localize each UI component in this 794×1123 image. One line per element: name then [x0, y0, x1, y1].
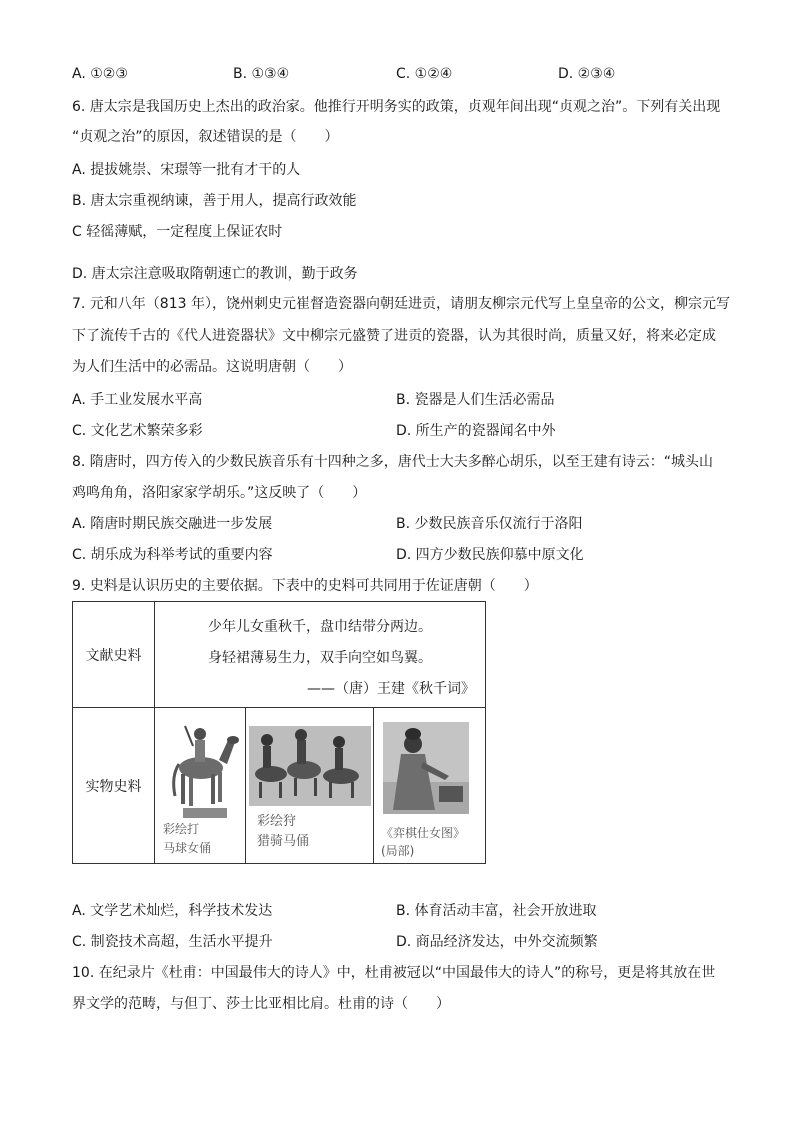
q6-option-a: A. 提拔姚崇、宋璟等一批有才干的人 — [72, 162, 301, 178]
artifact-images — [155, 708, 486, 864]
q9-option-a: A. 文学艺术灿烂，科学技术发达 — [72, 903, 273, 919]
q6-stem-line2: “贞观之治”的原因，叙述错误的是（ ） — [72, 129, 339, 145]
q8-option-a: A. 隋唐时期民族交融进一步发展 — [72, 516, 273, 532]
hunting-riders-figurine-image — [247, 708, 374, 863]
q7-stem-line1: 7. 元和八年（813 年），饶州刺史元崔督造瓷器向朝廷进贡，请朋友柳宗元代写上皇皇帝的公文，柳宗元写 — [72, 296, 730, 312]
q9-option-c: C. 制瓷技术高超，生活水平提升 — [72, 934, 273, 950]
q9-option-d: D. 商品经济发达，中外交流频繁 — [396, 934, 598, 950]
painting-lady-icon — [383, 722, 469, 814]
chess-ladies-painting-image — [375, 708, 485, 863]
artifact-caption-3b: (局部) — [381, 844, 415, 858]
q7-option-d: D. 所生产的瓷器闻名中外 — [396, 423, 556, 439]
artifact-caption-1a: 彩绘打 — [163, 822, 200, 836]
q8-stem-line2: 鸡鸣角角，洛阳家家学胡乐。”这反映了（ ） — [72, 485, 367, 501]
polo-rider-figurine-image — [155, 708, 246, 863]
poem-attribution: ——（唐）王建《秋千词》 — [307, 681, 475, 697]
q9-stem: 9. 史料是认识历史的主要依据。下表中的史料可共同用于佐证唐朝（ ） — [72, 578, 538, 594]
q6-option-d: D. 唐太宗注意吸取隋朝速亡的教训，勤于政务 — [72, 266, 358, 282]
artifact-caption-2b: 猎骑马俑 — [257, 834, 310, 849]
q5-option-c: C. ①②④ — [396, 66, 453, 82]
q10-stem-line1: 10. 在纪录片《杜甫：中国最伟大的诗人》中，杜甫被冠以“中国最伟大的诗人”的称号，更是将其放在世 — [72, 965, 716, 981]
q7-option-c: C. 文化艺术繁荣多彩 — [72, 423, 203, 439]
q5-option-b: B. ①③④ — [233, 66, 290, 82]
q8-option-d: D. 四方少数民族仰慕中原文化 — [396, 547, 584, 563]
q8-stem-line1: 8. 隋唐时，四方传入的少数民族音乐有十四种之多，唐代士大夫多醉心胡乐，以至王建有诗云：“城头山 — [72, 454, 714, 470]
artifact-caption-1b: 马球女俑 — [163, 841, 212, 855]
q8-option-c: C. 胡乐成为科举考试的重要内容 — [72, 547, 273, 563]
q10-stem-line2: 界文学的范畴，与但丁、莎士比亚相比肩。杜甫的诗（ ） — [72, 996, 450, 1012]
q6-stem-line1: 6. 唐太宗是我国历史上杰出的政治家。他推行开明务实的政策，贞观年间出现“贞观之治”。下列有关出现 — [72, 99, 721, 115]
poem-cell — [155, 602, 486, 708]
artifact-caption-2a: 彩绘狩 — [257, 814, 297, 829]
horse-rider-figurine-icon — [155, 716, 245, 826]
q7-stem-line2: 下了流传千古的《代人进瓷器状》文中柳宗元盛赞了进贡的瓷器，认为其很时尚，质量又好，将来必定成 — [72, 328, 716, 344]
q8-option-b: B. 少数民族音乐仅流行于洛阳 — [396, 516, 583, 532]
q6-option-c: C 轻徭薄赋，一定程度上保证农时 — [72, 224, 283, 240]
q9-option-b: B. 体育活动丰富，社会开放进取 — [396, 903, 597, 919]
hunting-riders-icon — [249, 726, 371, 816]
q7-stem-line3: 为人们生活中的必需品。这说明唐朝（ ） — [72, 359, 352, 375]
documentary-source-label: 文献史料 — [73, 602, 155, 708]
q7-option-b: B. 瓷器是人们生活必需品 — [396, 392, 555, 408]
poem-line-1: 少年儿女重秋千，盘巾结带分两边。 — [208, 619, 432, 635]
q5-option-d: D. ②③④ — [558, 66, 616, 82]
physical-source-label: 实物史料 — [73, 708, 155, 864]
q6-option-b: B. 唐太宗重视纳谏，善于用人，提高行政效能 — [72, 193, 357, 209]
poem-line-2: 身轻裙薄易生力，双手向空如鸟翼。 — [208, 650, 432, 666]
q5-option-a: A. ①②③ — [72, 66, 128, 82]
artifact-caption-3a: 《弈棋仕女图》 — [381, 826, 466, 840]
q7-option-a: A. 手工业发展水平高 — [72, 392, 203, 408]
source-table — [72, 601, 486, 864]
